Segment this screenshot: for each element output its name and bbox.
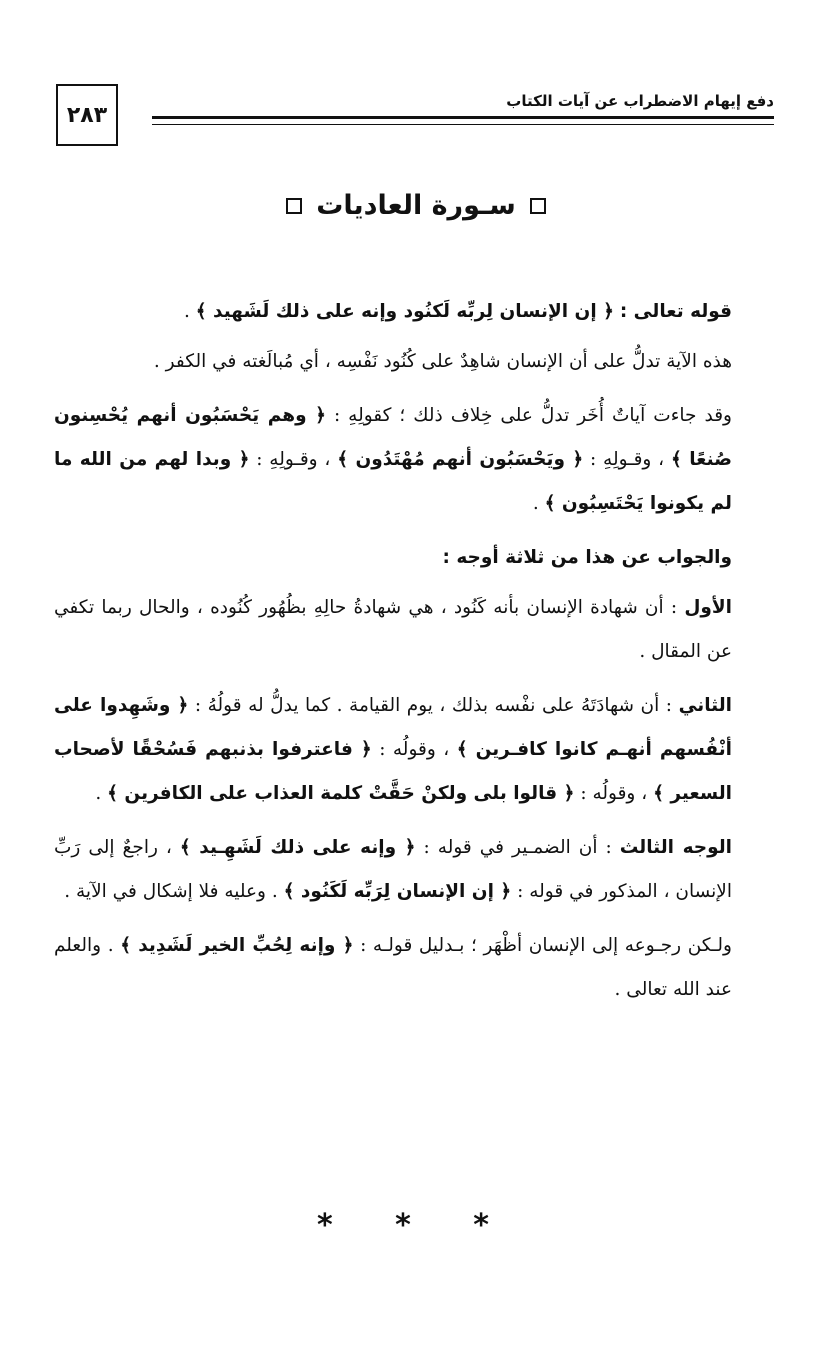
section-end-stars: * * *: [317, 1208, 515, 1243]
paragraph-second-answer: [54, 684, 732, 816]
paragraph-text: : أن شهادة الإنسان بأنه كَنُود ، هي شهادةُ حالِهِ بظُهُور كُنُوده ، والحال ربما تكفي عن المقال .: [54, 597, 732, 662]
quran-verse: ﴿ وهم يَحْسَبُون أنهم يُحْسِنون صُنعًا ﴾: [54, 405, 733, 470]
quran-verse: ﴿ وشَهِدوا على أنْفُسهم أنهـم كانوا كافـرين ﴾: [54, 695, 733, 760]
paragraph-answer-heading: [54, 536, 732, 580]
paragraph-text: : أن شهادَتَهُ على نفْسه بذلك ، يوم القيامة . كما يدلُّ له قولُهُ :: [194, 695, 673, 716]
paragraph-lead: قوله تعالى :: [619, 301, 732, 322]
paragraph-tail: .: [532, 493, 539, 514]
paragraph-text: وقد جاءت آياتٌ أُخَر تدلُّ على خِلاف ذلك ؛ كقولِهِ :: [333, 405, 732, 426]
paragraph-lead: الأول: [684, 597, 732, 618]
paragraph-first-answer: [54, 586, 732, 674]
square-icon: [286, 198, 302, 214]
quran-verse: ﴿ إن الإنسان لِربِّه لَكنُود وإنه على ذلك لَشَهيد ﴾: [195, 301, 614, 322]
quran-verse: ﴿ وإنه لِحُبِّ الخير لَشَدِيد ﴾: [120, 935, 354, 956]
paragraph-lead: الثاني: [678, 695, 733, 716]
surah-heading: [0, 190, 832, 221]
square-icon: [530, 198, 546, 214]
paragraph-text: ، وقـولِهِ :: [256, 449, 331, 470]
quran-verse: ﴿ وإنه على ذلك لَشَهِـيد ﴾: [179, 837, 416, 858]
paragraph-lead: الوجه الثالث: [619, 837, 733, 858]
quran-verse: ﴿ وبدا لهم من الله ما لم يكونوا يَحْتَسِبُون ﴾: [54, 449, 732, 514]
quran-verse: ﴿ ويَحْسَبُون أنهم مُهْتَدُون ﴾: [337, 449, 584, 470]
paragraph-text: : أن الضمـير في قوله :: [423, 837, 612, 858]
paragraph-text: هذه الآية تدلُّ على أن الإنسان شاهِدٌ على كُنُود نَفْسِه ، أي مُبالَغته في الكفر .: [153, 351, 732, 372]
quran-verse: ﴿ قالوا بلى ولكنْ حَقَّتْ كلمة العذاب على الكافرين ﴾: [107, 783, 575, 804]
body-text: [54, 290, 732, 1022]
paragraph-tail: . وعليه فلا إشكال في الآية .: [64, 881, 278, 902]
paragraph-tail: . والعلم عند الله تعالى .: [54, 935, 732, 1000]
header-rule-thick: [152, 116, 774, 119]
paragraph-text: ، راجعٌ إلى رَبِّ الإنسان ، المذكور في قوله :: [54, 837, 732, 902]
paragraph-explanation: [54, 340, 732, 384]
answer-heading: والجواب عن هذا من ثلاثة أوجه :: [442, 547, 732, 568]
paragraph-verse-intro: [54, 290, 732, 334]
surah-title: سـورة العاديات: [316, 190, 516, 221]
paragraph-text: ، وقولُه :: [580, 783, 648, 804]
paragraph-contrary-verses: [54, 394, 732, 526]
paragraph-tail: .: [95, 783, 102, 804]
quran-verse: ﴿ فاعترفوا بذنبهم فَسُحْقًا لأصحاب السعير ﴾: [54, 739, 732, 804]
paragraph-third-answer: [54, 826, 732, 914]
running-title: دفع إيهام الاضطراب عن آيات الكتاب: [506, 92, 774, 110]
page-number: ٢٨٣: [56, 84, 118, 146]
paragraph-text: ، وقولُه :: [379, 739, 450, 760]
paragraph-tail: .: [183, 301, 190, 322]
paragraph-text: ولـكن رجـوعه إلى الإنسان أظْهَر ؛ بـدليل قولـه :: [360, 935, 732, 956]
paragraph-text: ، وقـولِهِ :: [590, 449, 665, 470]
header-rule-thin: [152, 124, 774, 125]
quran-verse: ﴿ إن الإنسان لِرَبِّه لَكَنُود ﴾: [283, 881, 512, 902]
paragraph-conclusion: [54, 924, 732, 1012]
